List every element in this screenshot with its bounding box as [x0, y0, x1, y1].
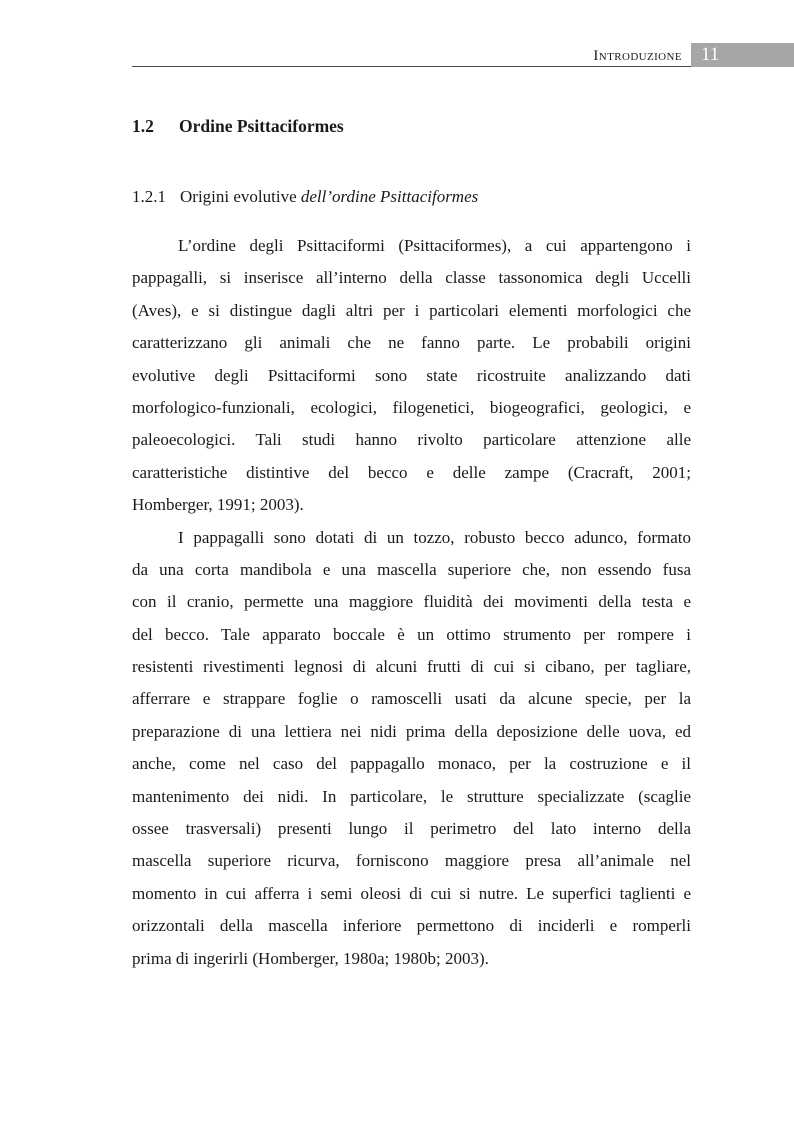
text-line: caratteristiche distintive del becco e delle zampe (Cracraft, 2001;: [132, 462, 691, 482]
text-line: mantenimento dei nidi. In particolare, le strutture specializzate (scaglie: [132, 786, 691, 806]
subsection-number: 1.2.1: [132, 187, 166, 206]
text-line: L’ordine degli Psittaciformi (Psittaciformes), a cui appartengono i: [178, 236, 691, 255]
text-line: I pappagalli sono dotati di un tozzo, robusto becco adunco, formato: [178, 527, 691, 547]
text-line: ossee trasversali) presenti lungo il perimetro del lato interno della: [132, 819, 691, 839]
body-text: [132, 230, 691, 975]
subsection-title: Origini evolutive: [180, 187, 301, 206]
section-heading: [132, 115, 344, 137]
text-line: caratterizzano gli animali che ne fanno parte. Le probabili origini: [132, 333, 691, 353]
running-header: [132, 43, 794, 69]
text-line: orizzontali della mascella inferiore permettono di inciderli e romperli: [132, 916, 691, 936]
chapter-title: Introduzione: [593, 48, 682, 64]
page-number: 11: [701, 44, 720, 65]
page-number-box: [691, 43, 794, 67]
text-line: del becco. Tale apparato boccale è un ottimo strumento per rompere i: [132, 624, 691, 644]
text-line: mascella superiore ricurva, forniscono maggiore presa all’animale nel: [132, 851, 691, 871]
text-line: resistenti rivestimenti legnosi di alcuni frutti di cui si cibano, per tagliare,: [132, 657, 691, 677]
text-line: evolutive degli Psittaciformi sono state ricostruite analizzando dati: [132, 365, 691, 385]
text-line: morfologico-funzionali, ecologici, filogenetici, biogeografici, geologici, e: [132, 397, 691, 417]
paragraph-2: [132, 522, 691, 975]
paragraph-1: [132, 230, 691, 522]
text-line: Homberger, 1991; 2003).: [132, 495, 304, 515]
text-line: momento in cui afferra i semi oleosi di cui si nutre. Le superfici taglienti e: [132, 883, 691, 903]
subsection-heading: [132, 186, 478, 208]
text-line: con il cranio, permette una maggiore fluidità dei movimenti della testa e: [132, 592, 691, 612]
section-number: 1.2: [132, 116, 154, 136]
section-title: Ordine Psittaciformes: [179, 116, 344, 136]
text-line: afferrare e strappare foglie o ramoscelli usati da alcune specie, per la: [132, 689, 691, 709]
text-line: da una corta mandibola e una mascella superiore che, non essendo fusa: [132, 559, 691, 579]
subsection-title-italic: dell’ordine Psittaciformes: [300, 187, 479, 206]
text-line: preparazione di una lettiera nei nidi prima della deposizione delle uova, ed: [132, 721, 691, 741]
text-line: anche, come nel caso del pappagallo monaco, per la costruzione e il: [132, 754, 691, 774]
text-line: pappagalli, si inserisce all’interno della classe tassonomica degli Uccelli: [132, 268, 691, 288]
text-line: prima di ingerirli (Homberger, 1980a; 1980b; 2003).: [132, 948, 489, 968]
text-line: paleoecologici. Tali studi hanno rivolto particolare attenzione alle: [132, 430, 691, 450]
text-line: (Aves), e si distingue dagli altri per i particolari elementi morfologici che: [132, 300, 691, 320]
